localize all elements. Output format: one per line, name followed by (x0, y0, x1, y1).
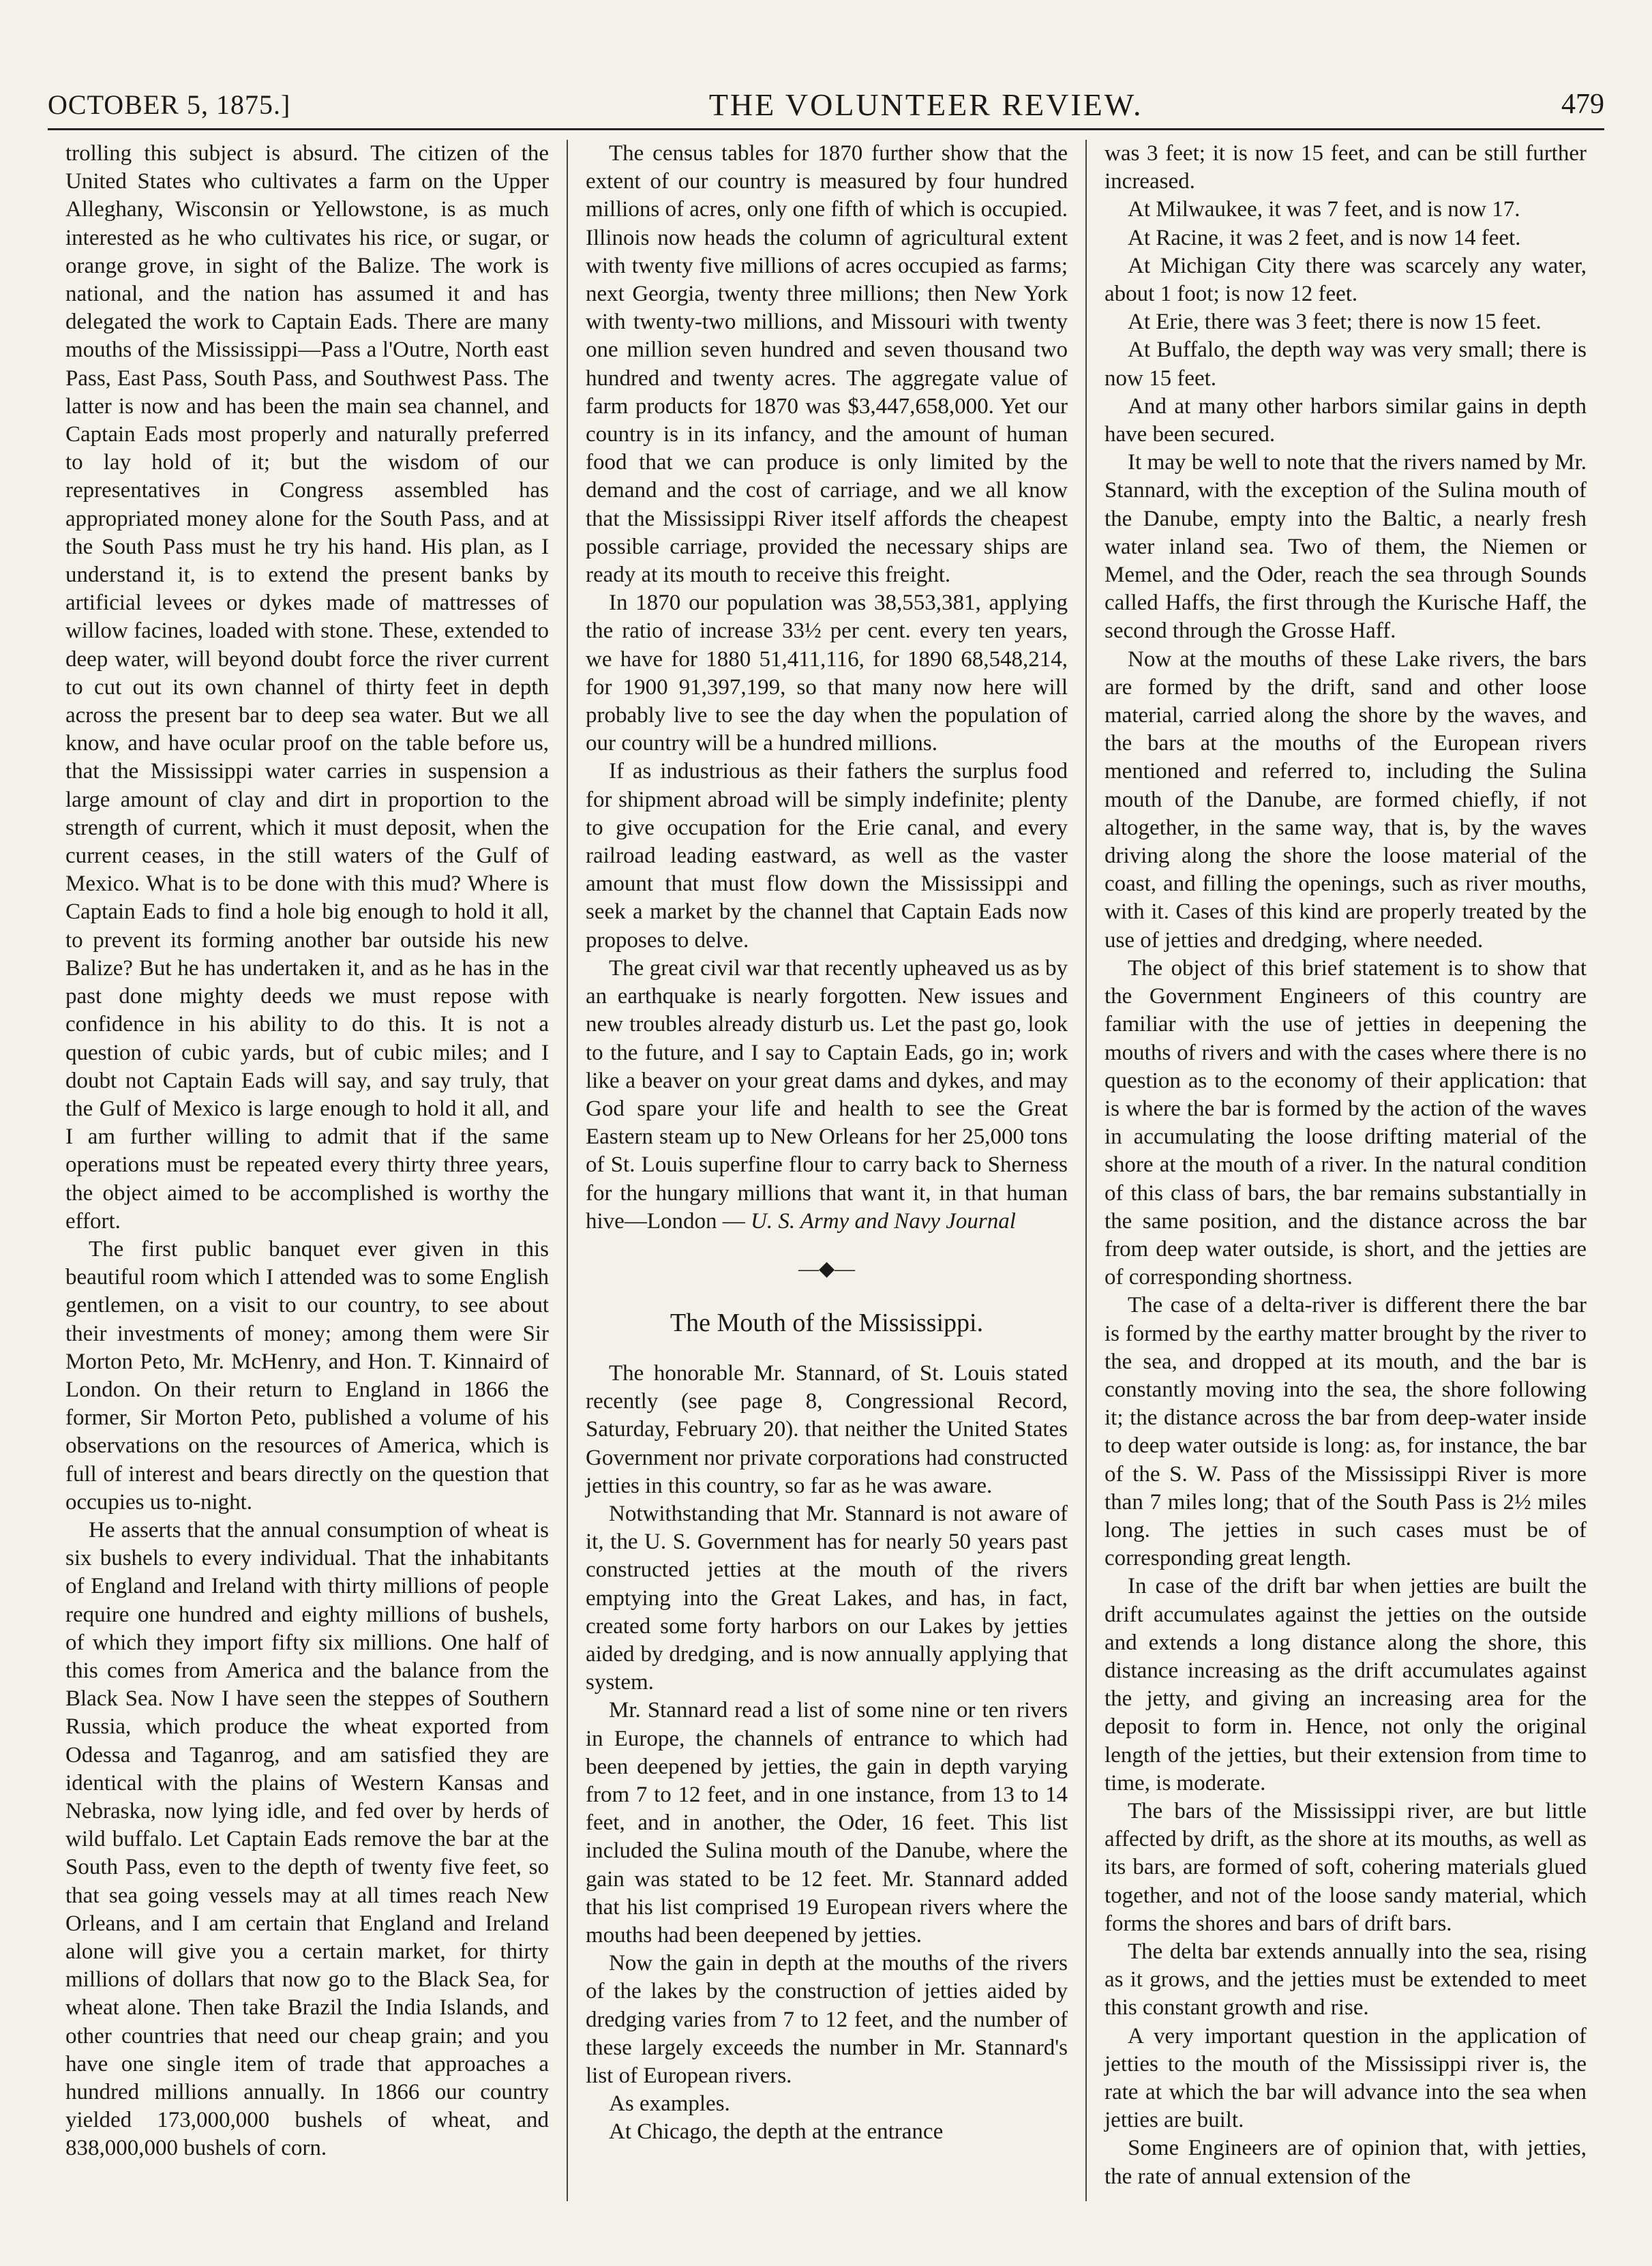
paragraph: At Michigan City there was scarcely any water, about 1 foot; is now 12 feet. (1105, 253, 1587, 307)
paragraph: As examples. (609, 2091, 730, 2117)
paragraph: At Racine, it was 2 feet, and is now 14 feet. (1128, 225, 1521, 250)
paragraph: And at many other harbors similar gains in depth have been secured. (1105, 393, 1587, 447)
article-title: The Mouth of the Mississippi. (670, 1308, 984, 1337)
paragraph: The case of a delta-river is different there the bar is formed by the earthy matter brought by the river to the sea, and dropped at its mouth, and the bar is constantly moving into the sea, the shore following it; the distance across the bar from deep-water inside to deep water outside is long: as, for instance, the bar of the S. W. Pass of the Mississippi River is more than 7 miles long; that of the South Pass is 2½ miles long. The jetties in such cases must be of corresponding great length. (1105, 1293, 1587, 1571)
paragraph: The object of this brief statement is to show that the Government Engineers of this country are familiar with the use of jetties in deepening the mouths of rivers and with the cases where there is no question as to the economy of their application: that is where the bar is formed by the action of the waves in accumulating the loose drifting material of the shore at the mouth of a river. In the natural condition of this class of bars, the bar remains substantially in the same position, and the distance across the bar from deep water outside, is short, and the jetties are of corresponding shortness. (1105, 955, 1587, 1290)
column-2 (567, 140, 1085, 2201)
column-3 (1085, 140, 1604, 2201)
paragraph: At Buffalo, the depth way was very small; there is now 15 feet. (1105, 338, 1587, 391)
paragraph: If as industrious as their fathers the surplus food for shipment abroad will be simply indefinite; plenty to give occupation for the Erie canal, and every railroad leading eastward, as well as the vaster amount that must flow down the Mississippi and seek a market by the channel that Captain Eads now proposes to delve. (586, 759, 1068, 953)
paragraph: At Erie, there was 3 feet; there is now 15 feet. (1128, 310, 1542, 335)
paragraph: trolling this subject is absurd. The citizen of the United States who cultivates a farm on the Upper Alleghany, Wisconsin or Yellowstone, is as much interested as he who cultivates his rice, or sugar, or orange grove, in sight of the Balize. The work is national, and the nation has assumed it and has delegated the work to Captain Eads. There are many mouths of the Mississippi—Pass a l'Outre, North east Pass, East Pass, South Pass, and Southwest Pass. The latter is now and has been the main sea channel, and Captain Eads most properly and naturally preferred to lay hold of it; but the wisdom of our representatives in Congress assembled has appropriated money alone for the South Pass, and at the South Pass must he try his hand. His plan, as I understand it, is to extend the present banks by artificial levees or dykes made of mattresses of willow facines, loaded with stone. These, extended to deep water, will beyond doubt force the river current to cut out its own channel of thirty feet in depth across the present bar to deep sea water. But we all know, and have ocular proof on the table before us, that the Mississippi water carries in suspension a large amount of clay and dirt in proportion to the strength of current, which it must deposit, when the current ceases, in the still waters of the Gulf of Mexico. What is to be done with this mud? Where is Captain Eads to find a hole big enough to hold it all, to prevent its forming another bar outside his new Balize? But he has undertaken it, and as he has in the past done mighty deeds we must repose with confidence in his ability to do this. It is not a question of cubic yards, but of cubic miles; and I doubt not Captain Eads will say, and say truly, that the Gulf of Mexico is large enough to hold it all, and I am further willing to admit that if the same operations must be repeated every thirty three years, the object aimed to be accomplished is worthy the effort. (65, 141, 549, 1234)
section-ornament: —◆— (798, 1257, 856, 1280)
paragraph: It may be well to note that the rivers named by Mr. Stannard, with the exception of the Sulina mouth of the Danube, empty into the Baltic, a nearly fresh water inland sea. Two of them, the Niemen or Memel, and the Oder, reach the sea through Sounds called Haffs, the first through the Kurische Haff, the second through the Grosse Haff. (1105, 450, 1587, 644)
paragraph (586, 955, 1068, 1236)
paragraph: At Chicago, the depth at the entrance (609, 2119, 944, 2145)
issue-date: OCTOBER 5, 1875.] (48, 89, 291, 120)
paragraph: At Milwaukee, it was 7 feet, and is now 17. (1128, 197, 1520, 222)
paragraph: The bars of the Mississippi river, are but little affected by drift, as the shore at its mouths, as well as its bars, are formed of soft, cohering materials glued together, and not of the loose sandy material, which forms the shores and bars of drift bars. (1105, 1798, 1587, 1936)
paragraph: The honorable Mr. Stannard, of St. Louis stated recently (see page 8, Congressional Record, Saturday, February 20). that neither the United States Government nor private corporations had constructed jetties in this country, so far as he was aware. (586, 1360, 1068, 1498)
paragraph: Now the gain in depth at the mouths of the rivers of the lakes by the construction of jetties aided by dredging varies from 7 to 12 feet, and the number of these largely exceeds the number in Mr. Stannard's list of European rivers. (586, 1951, 1068, 2088)
paragraph: A very important question in the application of jetties to the mouth of the Mississippi river is, the rate at which the bar will advance into the sea when jetties are built. (1105, 2023, 1587, 2133)
page-number: 479 (1561, 89, 1604, 120)
paragraph: He asserts that the annual consumption of wheat is six bushels to every individual. That the inhabitants of England and Ireland with thirty millions of people require one hundred and eighty millions of bushels, of which they import fifty six millions. One half of this comes from America and the balance from the Black Sea. Now I have seen the steppes of Southern Russia, which produce the wheat exported from Odessa and Taganrog, and am satisfied they are identical with the plains of Western Kansas and Nebraska, now lying idle, and fed over by herds of wild buffalo. Let Captain Eads remove the bar at the South Pass, even to the depth of twenty five feet, so that sea going vessels may at all times reach New Orleans, and I am certain that England and Ireland alone will give you a certain market, for thirty millions of dollars that now go to the Black Sea, for wheat alone. Then take Brazil the India Islands, and other countries that need our cheap grain; and you have one single item of trade that approaches a hundred millions annually. In 1866 our country yielded 173,000,000 bushels of wheat, and 838,000,000 bushels of corn. (65, 1517, 549, 2161)
paragraph: The delta bar extends annually into the sea, rising as it grows, and the jetties must be extended to meet this constant growth and rise. (1105, 1939, 1587, 2021)
paragraph: Now at the mouths of these Lake rivers, the bars are formed by the drift, sand and other loose material, carried along the shore by the waves, and the bars at the mouths of the European rivers mentioned and referred to, including the Sulina mouth of the Danube, are formed chiefly, if not altogether, in the same way, that is, by the waves driving along the shore the loose material of the coast, and filling the openings, such as river mouths, with it. Cases of this kind are properly treated by the use of jetties and dredging, where needed. (1105, 646, 1587, 953)
text-columns (48, 140, 1604, 2201)
publication-title: THE VOLUNTEER REVIEW. (708, 87, 1143, 122)
page-header (48, 80, 1604, 130)
paragraph: In 1870 our population was 38,553,381, applying the ratio of increase 33½ per cent. every ten years, we have for 1880 51,411,116, for 1890 68,548,214, for 1900 91,397,199, so that many now here will probably live to see the day when the population of our country will be a hundred millions. (586, 591, 1068, 756)
paragraph: The census tables for 1870 further show that the extent of our country is measured by four hundred millions of acres, only one fifth of which is occupied. Illinois now heads the column of agricultural extent with twenty five millions of acres occupied as farms; next Georgia, twenty three millions; then New York with twenty-two millions, and Missouri with twenty one million seven hundred and seven thousand two hundred and twenty acres. The aggregate value of farm products for 1870 was $3,447,658,000. Yet our country is in its infancy, and the amount of human food that we can produce is only limited by the demand and the cost of carriage, and we all know that the Mississippi River itself affords the cheapest possible carriage, provided the necessary ships are ready at its mouth to receive this freight. (586, 141, 1068, 588)
paragraph: was 3 feet; it is now 15 feet, and can be still further increased. (1105, 141, 1587, 194)
paragraph: Some Engineers are of opinion that, with jetties, the rate of annual extension of the (1105, 2136, 1587, 2189)
source-credit: U. S. Army and Navy Journal (750, 1208, 1016, 1234)
paragraph: In case of the drift bar when jetties are built the drift accumulates against the jetties on the outside and extends a long distance along the shore, this distance increasing as the drift accumulates against the jetty, and giving an increasing area for the deposit to form in. Hence, not only the original length of the jetties, but their extension from time to time, is moderate. (1105, 1574, 1587, 1795)
column-1 (48, 140, 567, 2201)
paragraph: Notwithstanding that Mr. Stannard is not aware of it, the U. S. Government has for nearly 50 years past constructed jetties at the mouth of the rivers emptying into the Great Lakes, and has, in fact, created some forty harbors on our Lakes by jetties aided by dredging, and is now annually applying that system. (586, 1501, 1068, 1695)
paragraph: Mr. Stannard read a list of some nine or ten rivers in Europe, the channels of entrance to which had been deepened by jetties, the gain in depth varying from 7 to 12 feet, and in one instance, from 13 to 14 feet, and in another, the Oder, 16 feet. This list included the Sulina mouth of the Danube, where the gain was stated to be 12 feet. Mr. Stannard added that his list comprised 19 European rivers where the mouths had been deepened by jetties. (586, 1698, 1068, 1948)
paragraph: The first public banquet ever given in this beautiful room which I attended was to some English gentlemen, on a visit to our country, to see about their investments of money; among them were Sir Morton Peto, Mr. McHenry, and Hon. T. Kinnaird of London. On their return to England in 1866 the former, Sir Morton Peto, published a volume of his observations on the resources of America, which is full of interest and bears directly on the question that occupies us to-night. (65, 1236, 549, 1515)
paragraph-text: The great civil war that recently upheaved us as by an earthquake is nearly forgotten. New issues and new troubles already disturb us. Let the past go, look to the future, and I say to Captain Eads, go in; work like a beaver on your great dams and dykes, and may God spare your life and health to see the Great Eastern steam up to New Orleans for her 25,000 tons of St. Louis superfine flour to carry back to Sherness for the hungary millions that want it, in that human hive—London — (586, 955, 1068, 1234)
